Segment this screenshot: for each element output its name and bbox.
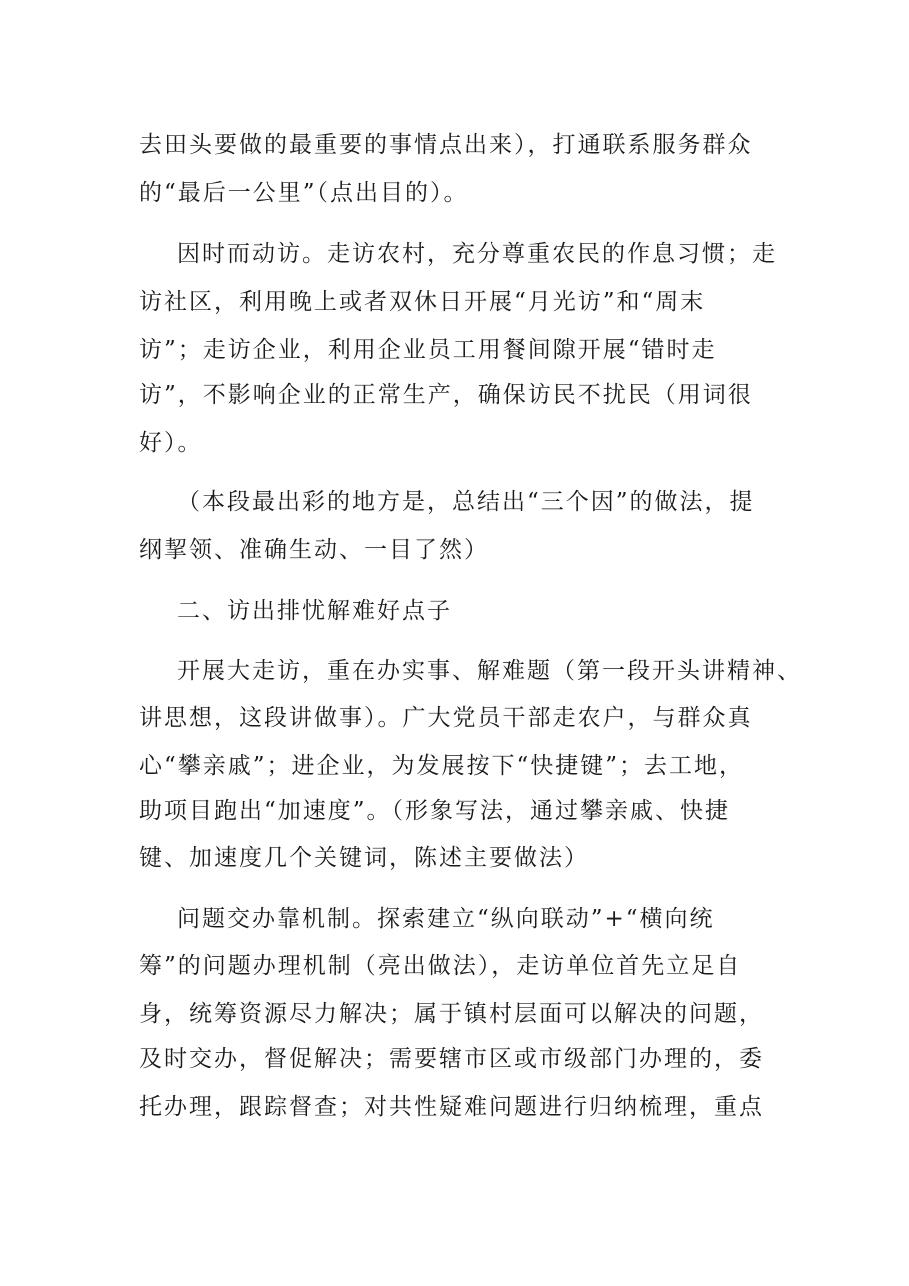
paragraph-1-line-1: 去田头要做的最重要的事情点出来），打通联系服务群众: [139, 132, 753, 158]
paragraph-6-line-5: 托办理，跟踪督查；对共性疑难问题进行归纳梳理，重点: [139, 1094, 764, 1120]
paragraph-2-line-4: 访”，不影响企业的正常生产，确保访民不扰民（用词很: [139, 382, 753, 408]
paragraph-2-line-5: 好）。: [139, 430, 203, 456]
paragraph-2-line-2: 访社区，利用晚上或者双休日开展“月光访”和“周末: [139, 289, 706, 315]
paragraph-5-line-4: 助项目跑出“加速度”。（形象写法，通过攀亲戚、快捷: [139, 798, 731, 824]
paragraph-5-line-2: 讲思想，这段讲做事）。广大党员干部走农户，与群众真: [139, 705, 753, 731]
paragraph-6-line-4: 及时交办，督促解决；需要辖市区或市级部门办理的，委: [139, 1046, 764, 1072]
paragraph-2-line-1: 因时而动访。走访农村，充分尊重农民的作息习惯；走: [177, 241, 777, 267]
paragraph-1-line-2: 的“最后一公里”（点出目的）。: [139, 180, 469, 206]
paragraph-3-line-1: （本段最出彩的地方是，总结出“三个因”的做法，提: [177, 489, 755, 515]
section-heading: 二、访出排忧解难好点子: [177, 598, 452, 624]
paragraph-2-line-3: 访”；走访企业，利用企业员工用餐间隙开展“错时走: [139, 337, 717, 363]
paragraph-3-line-2: 纲挈领、准确生动、一目了然）: [139, 537, 489, 563]
paragraph-5-line-1: 开展大走访，重在办实事、解难题（第一段开头讲精神、: [177, 658, 802, 684]
paragraph-6-line-1: 问题交办靠机制。探索建立“纵向联动”+“横向统: [177, 906, 715, 932]
paragraph-6-line-3: 身，统筹资源尽力解决；属于镇村层面可以解决的问题，: [139, 1001, 764, 1027]
paragraph-5-line-3: 心“攀亲戚”；进企业，为发展按下“快捷键”；去工地，: [139, 753, 745, 779]
paragraph-6-line-2: 筹”的问题办理机制（亮出做法），走访单位首先立足自: [139, 953, 742, 979]
paragraph-5-line-5: 键、加速度几个关键词，陈述主要做法）: [139, 845, 589, 871]
